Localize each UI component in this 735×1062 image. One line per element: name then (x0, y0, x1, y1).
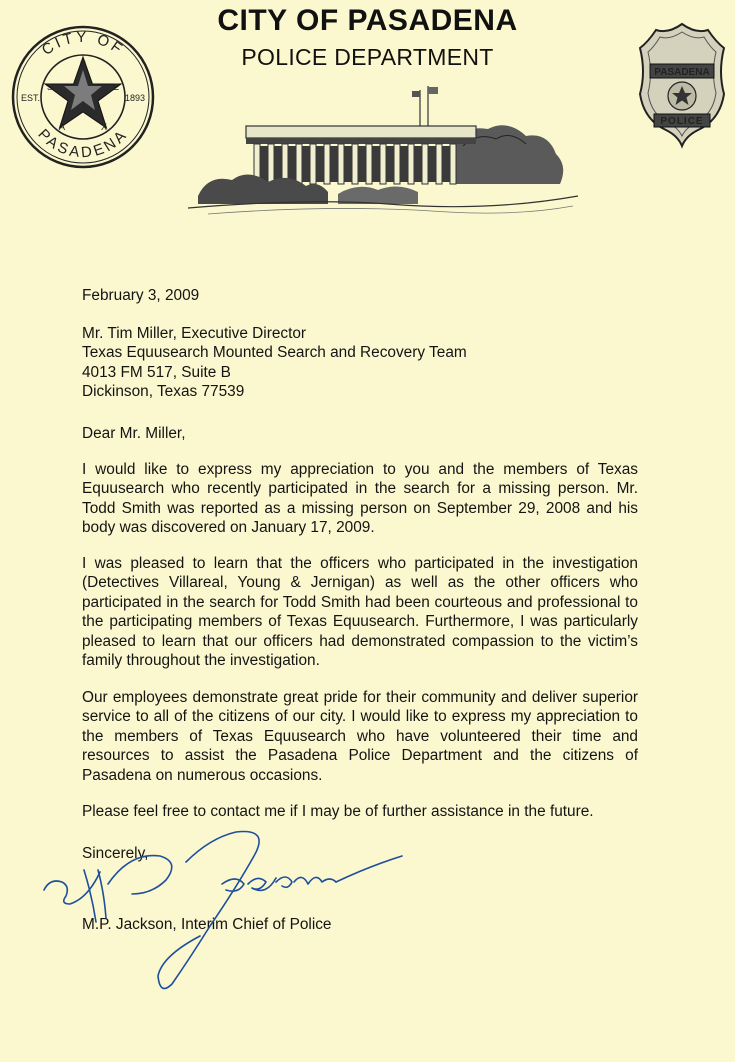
badge-top-text: PASADENA (654, 67, 710, 78)
letterhead-subtitle: POLICE DEPARTMENT (241, 44, 494, 70)
signature-name: M.P. Jackson, Interim Chief of Police (82, 916, 332, 933)
flag-icon (412, 91, 420, 97)
seal-est-text: EST. (21, 93, 41, 103)
body-paragraph: I was pleased to learn that the officers who participated in the investigation (Detectives Villareal, Young & Jernigan) as well as the other officers who participated in the search for Todd Smith had been courteous and professional to the participating members of Texas Equusearch. Furthermore, I was particularly pleased to learn that our officers had demonstrated compassion to the victim’s family throughout the investigation. (82, 555, 638, 670)
seal-bottom-text: PASADENA (34, 125, 132, 162)
recipient-line: Dickinson, Texas 77539 (82, 383, 245, 401)
recipient-address (82, 324, 638, 402)
badge-bottom-text: POLICE (660, 116, 704, 127)
recipient-line: 4013 FM 517, Suite B (82, 363, 231, 381)
recipient-line: Mr. Tim Miller, Executive Director (82, 325, 307, 342)
handwritten-signature (40, 826, 430, 996)
body-paragraph: Our employees demonstrate great pride for their community and deliver superior service to all of the citizens of our city. I would like to express my appreciation to the members of Texas Equusearch who have volunteered their time and resources to assist the Pasadena Police Department and the citizens of Pasadena on numerous occasions. (82, 689, 638, 784)
seal-star-letter-2: E (112, 82, 120, 92)
salutation: Dear Mr. Miller, (82, 425, 186, 442)
flag-icon (428, 87, 438, 94)
police-badge-icon (636, 20, 728, 150)
recipient-line: Texas Equusearch Mounted Search and Recovery Team (82, 344, 467, 362)
city-seal-icon (8, 22, 158, 172)
body-paragraph: I would like to express my appreciation to you and the members of Texas Equusearch who recently participated in the search for a missing person. Mr. Todd Smith was reported as a missing person on September 29, 2008 and his body was discovered on January 17, 2009. (82, 461, 638, 537)
letterhead-title: CITY OF PASADENA (217, 4, 518, 37)
seal-star-letter-5: S (46, 82, 54, 92)
seal-star-letter-4: A (58, 122, 66, 132)
seal-top-text: CITY OF (38, 28, 128, 59)
seal-star-letter-3: X (100, 122, 108, 132)
closing: Sincerely, (82, 845, 149, 862)
letter-date: February 3, 2009 (82, 287, 200, 304)
body-paragraph: Please feel free to contact me if I may be of further assistance in the future. (82, 803, 594, 820)
city-hall-building-illustration (188, 84, 584, 220)
seal-year-text: 1893 (125, 93, 146, 103)
seal-star-letter-1: T (80, 60, 86, 70)
